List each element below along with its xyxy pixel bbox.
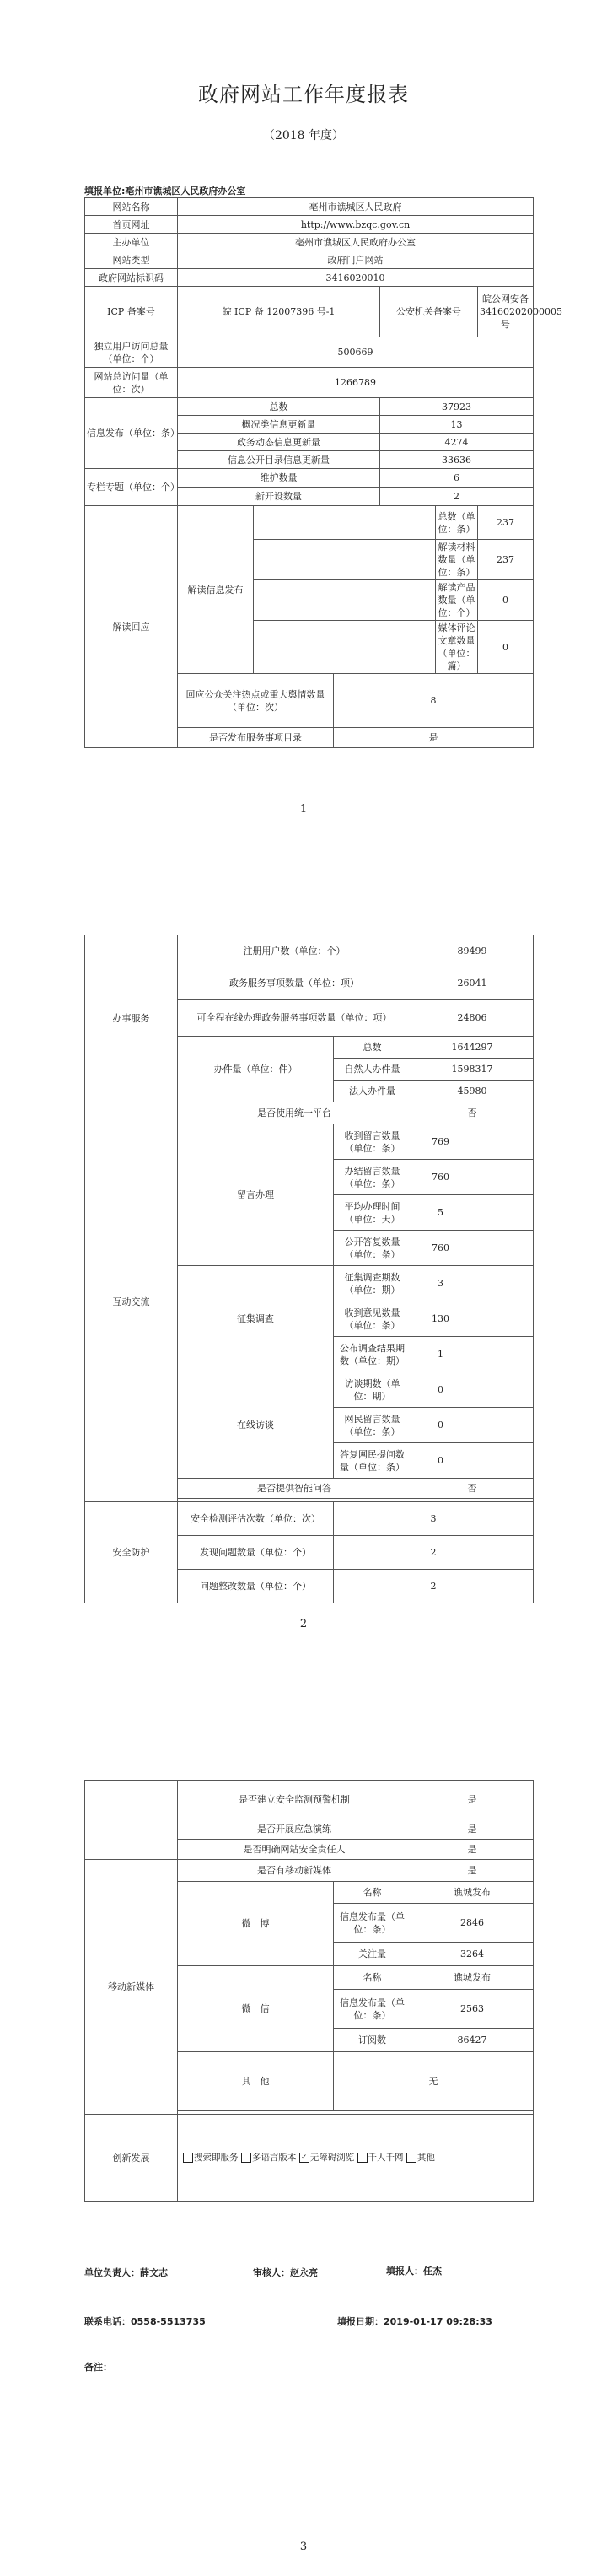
- msg-blank-4: [470, 1231, 534, 1266]
- info-total-label: 总数: [178, 398, 380, 416]
- host-org-label: 主办单位: [85, 234, 178, 251]
- handle-total-value: 1644297: [411, 1037, 534, 1059]
- msg-blank-3: [470, 1195, 534, 1231]
- icp-label: ICP 备案号: [85, 287, 178, 337]
- contact-phone: 联系电话：0558-5513735: [84, 2316, 206, 2327]
- site-id-value: 3416020010: [178, 269, 534, 287]
- survey-blank-3: [470, 1337, 534, 1372]
- drill-value: 是: [411, 1819, 534, 1840]
- has-media-label: 是否有移动新媒体: [178, 1860, 411, 1882]
- responsible-label: 是否明确网站安全责任人: [178, 1840, 411, 1860]
- wechat-sub-label: 订阅数: [334, 2029, 411, 2052]
- message-handling-label: 留言办理: [178, 1124, 334, 1266]
- interpret-blank-left-2: [254, 540, 436, 580]
- online-interview-label: 在线访谈: [178, 1372, 334, 1479]
- wechat-count-label: 信息发布量（单位：条）: [334, 1990, 411, 2029]
- avg-time-label: 平均办理时间（单位：天）: [334, 1195, 411, 1231]
- users-label: 注册用户数（单位：个）: [178, 935, 411, 967]
- weibo-name-value: 谯城发布: [411, 1882, 534, 1904]
- hot-response-label: 回应公众关注热点或重大舆情数量（单位：次）: [178, 674, 334, 728]
- topics-new-value: 2: [380, 488, 534, 506]
- interview-blank-1: [470, 1372, 534, 1408]
- fill-date: 填报日期：2019-01-17 09:28:33: [337, 2316, 492, 2327]
- checkbox-icon[interactable]: [183, 2153, 193, 2163]
- option-other[interactable]: 其他: [406, 2153, 435, 2163]
- dynamic-update-label: 政务动态信息更新量: [178, 434, 380, 451]
- material-label: 解读材料数量（单位：条）: [436, 540, 478, 580]
- topics-label: 专栏专题（单位：个）: [85, 469, 178, 506]
- interview-blank-3: [470, 1443, 534, 1479]
- icp-value: 皖 ICP 备 12007396 号-1: [178, 287, 380, 337]
- wechat-name-label: 名称: [334, 1966, 411, 1990]
- site-type-value: 政府门户网站: [178, 251, 534, 269]
- online-items-label: 可全程在线办理政务服务事项数量（单位：项）: [178, 1000, 411, 1037]
- platform-value: 否: [411, 1102, 534, 1124]
- service-catalog-value: 是: [334, 728, 534, 748]
- homepage-url-value: http://www.bzqc.gov.cn: [178, 216, 534, 234]
- checkbox-icon[interactable]: [241, 2153, 251, 2163]
- wechat-label: 微 信: [178, 1966, 334, 2052]
- msg-blank-1: [470, 1124, 534, 1160]
- issues-fixed-value: 2: [334, 1570, 534, 1603]
- weibo-count-label: 信息发布量（单位：条）: [334, 1904, 411, 1943]
- interpret-blank-left-4: [254, 621, 436, 674]
- filling-unit: 填报单位:亳州市谯城区人民政府办公室: [84, 186, 246, 197]
- material-value: 237: [478, 540, 534, 580]
- security-cont-blank: [85, 1781, 178, 1860]
- drill-label: 是否开展应急演练: [178, 1819, 411, 1840]
- netizen-msg-value: 0: [411, 1408, 470, 1443]
- service-label: 办事服务: [85, 935, 178, 1102]
- security-check-label: 安全检测评估次数（单位：次）: [178, 1502, 334, 1536]
- police-record-label: 公安机关备案号: [380, 287, 478, 337]
- interview-periods-value: 0: [411, 1372, 470, 1408]
- public-reply-label: 公开答复数量（单位：条）: [334, 1231, 411, 1266]
- interpret-blank-left-3: [254, 580, 436, 621]
- opinions-value: 130: [411, 1301, 470, 1337]
- option-personalized[interactable]: 千人千网: [357, 2153, 404, 2163]
- report-title: 政府网站工作年度报表: [198, 83, 409, 106]
- overview-update-label: 概况类信息更新量: [178, 416, 380, 434]
- media-review-label: 媒体评论文章数量（单位：篇）: [436, 621, 478, 674]
- checkbox-checked-icon[interactable]: ✓: [299, 2153, 309, 2163]
- survey-blank-1: [470, 1266, 534, 1301]
- interpret-total-value: 237: [478, 506, 534, 540]
- weibo-label: 微 博: [178, 1882, 334, 1966]
- security-media-table: [84, 1780, 534, 2202]
- police-record-value: 皖公网安备 34160202000005 号: [478, 287, 534, 337]
- smart-qa-value: 否: [411, 1479, 534, 1499]
- has-media-value: 是: [411, 1860, 534, 1882]
- uv-label: 独立用户访问总量（单位：个）: [85, 337, 178, 368]
- done-msg-label: 办结留言数量（单位：条）: [334, 1160, 411, 1195]
- new-media-label: 移动新媒体: [85, 1860, 178, 2115]
- pv-label: 网站总访问量（单位：次）: [85, 368, 178, 398]
- weibo-fans-label: 关注量: [334, 1943, 411, 1966]
- person-handle-value: 1598317: [411, 1059, 534, 1081]
- service-interaction-table: [84, 935, 534, 1603]
- survey-periods-label: 征集调查期数（单位：期）: [334, 1266, 411, 1301]
- checkbox-icon[interactable]: [406, 2153, 416, 2163]
- weibo-fans-value: 3264: [411, 1943, 534, 1966]
- reviewer: 审核人：赵永亮: [253, 2267, 318, 2278]
- opinions-label: 收到意见数量（单位：条）: [334, 1301, 411, 1337]
- online-items-value: 24806: [411, 1000, 534, 1037]
- netizen-reply-value: 0: [411, 1443, 470, 1479]
- issues-fixed-label: 问题整改数量（单位：个）: [178, 1570, 334, 1603]
- interview-blank-2: [470, 1408, 534, 1443]
- option-multilanguage[interactable]: 多语言版本: [241, 2153, 297, 2163]
- site-id-label: 政府网站标识码: [85, 269, 178, 287]
- page-number-2: 2: [299, 1618, 308, 1630]
- handle-label: 办件量（单位：件）: [178, 1037, 334, 1102]
- other-media-value: 无: [334, 2052, 534, 2111]
- interact-label: 互动交流: [85, 1102, 178, 1502]
- catalog-update-label: 信息公开目录信息更新量: [178, 451, 380, 469]
- weibo-name-label: 名称: [334, 1882, 411, 1904]
- hot-response-value: 8: [334, 674, 534, 728]
- users-value: 89499: [411, 935, 534, 967]
- survey-periods-value: 3: [411, 1266, 470, 1301]
- site-name-value: 亳州市谯城区人民政府: [178, 198, 534, 216]
- security-check-value: 3: [334, 1502, 534, 1536]
- overview-update-value: 13: [380, 416, 534, 434]
- catalog-update-value: 33636: [380, 451, 534, 469]
- survey-result-label: 公布调查结果期数（单位：期）: [334, 1337, 411, 1372]
- dynamic-update-value: 4274: [380, 434, 534, 451]
- topics-maintain-value: 6: [380, 469, 534, 488]
- survey-label: 征集调查: [178, 1266, 334, 1372]
- basic-info-table: [84, 197, 562, 748]
- wechat-sub-value: 86427: [411, 2029, 534, 2052]
- filler-person: 填报人：任杰: [386, 2266, 442, 2277]
- platform-label: 是否使用统一平台: [178, 1102, 411, 1124]
- monitor-label: 是否建立安全监测预警机制: [178, 1781, 411, 1819]
- netizen-msg-label: 网民留言数量（单位：条）: [334, 1408, 411, 1443]
- option-search-service[interactable]: 搜索即服务: [183, 2153, 239, 2163]
- monitor-value: 是: [411, 1781, 534, 1819]
- msg-blank-2: [470, 1160, 534, 1195]
- site-type-label: 网站类型: [85, 251, 178, 269]
- issues-found-value: 2: [334, 1536, 534, 1570]
- info-total-value: 37923: [380, 398, 534, 416]
- topics-maintain-label: 维护数量: [178, 469, 380, 488]
- responsible-value: 是: [411, 1840, 534, 1860]
- wechat-count-value: 2563: [411, 1990, 534, 2029]
- product-label: 解读产品数量（单位：个）: [436, 580, 478, 621]
- person-handle-label: 自然人办件量: [334, 1059, 411, 1081]
- checkbox-icon[interactable]: [357, 2153, 368, 2163]
- legal-handle-label: 法人办件量: [334, 1081, 411, 1102]
- survey-result-value: 1: [411, 1337, 470, 1372]
- service-catalog-label: 是否发布服务事项目录: [178, 728, 334, 748]
- handle-total-label: 总数: [334, 1037, 411, 1059]
- netizen-reply-label: 答复网民提问数量（单位：条）: [334, 1443, 411, 1479]
- pv-value: 1266789: [178, 368, 534, 398]
- innovation-options: [178, 2115, 534, 2202]
- received-msg-value: 769: [411, 1124, 470, 1160]
- unit-head: 单位负责人：薛文志: [84, 2267, 168, 2278]
- homepage-url-label: 首页网址: [85, 216, 178, 234]
- service-items-label: 政务服务事项数量（单位：项）: [178, 967, 411, 1000]
- interpret-label: 解读回应: [85, 506, 178, 748]
- interpret-blank-left: [254, 506, 436, 540]
- option-accessibility[interactable]: ✓ 无障碍浏览: [299, 2153, 355, 2163]
- legal-handle-value: 45980: [411, 1081, 534, 1102]
- received-msg-label: 收到留言数量（单位：条）: [334, 1124, 411, 1160]
- interview-periods-label: 访谈期数（单位：期）: [334, 1372, 411, 1408]
- media-review-value: 0: [478, 621, 534, 674]
- avg-time-value: 5: [411, 1195, 470, 1231]
- info-release-label: 信息发布（单位：条）: [85, 398, 178, 469]
- survey-blank-2: [470, 1301, 534, 1337]
- service-items-value: 26041: [411, 967, 534, 1000]
- interpret-sub-label: 解读信息发布: [178, 506, 254, 674]
- smart-qa-label: 是否提供智能问答: [178, 1479, 411, 1499]
- done-msg-value: 760: [411, 1160, 470, 1195]
- page-number-3: 3: [299, 2541, 308, 2553]
- interpret-total-label: 总数（单位：条）: [436, 506, 478, 540]
- public-reply-value: 760: [411, 1231, 470, 1266]
- product-value: 0: [478, 580, 534, 621]
- site-name-label: 网站名称: [85, 198, 178, 216]
- report-year: （2018 年度）: [262, 129, 345, 143]
- uv-value: 500669: [178, 337, 534, 368]
- security-label: 安全防护: [85, 1502, 178, 1603]
- topics-new-label: 新开设数量: [178, 488, 380, 506]
- innovation-label: 创新发展: [85, 2115, 178, 2202]
- other-media-label: 其 他: [178, 2052, 334, 2111]
- wechat-name-value: 谯城发布: [411, 1966, 534, 1990]
- weibo-count-value: 2846: [411, 1904, 534, 1943]
- issues-found-label: 发现问题数量（单位：个）: [178, 1536, 334, 1570]
- host-org-value: 亳州市谯城区人民政府办公室: [178, 234, 534, 251]
- remarks: 备注：: [84, 2362, 112, 2373]
- page-number-1: 1: [299, 803, 308, 816]
